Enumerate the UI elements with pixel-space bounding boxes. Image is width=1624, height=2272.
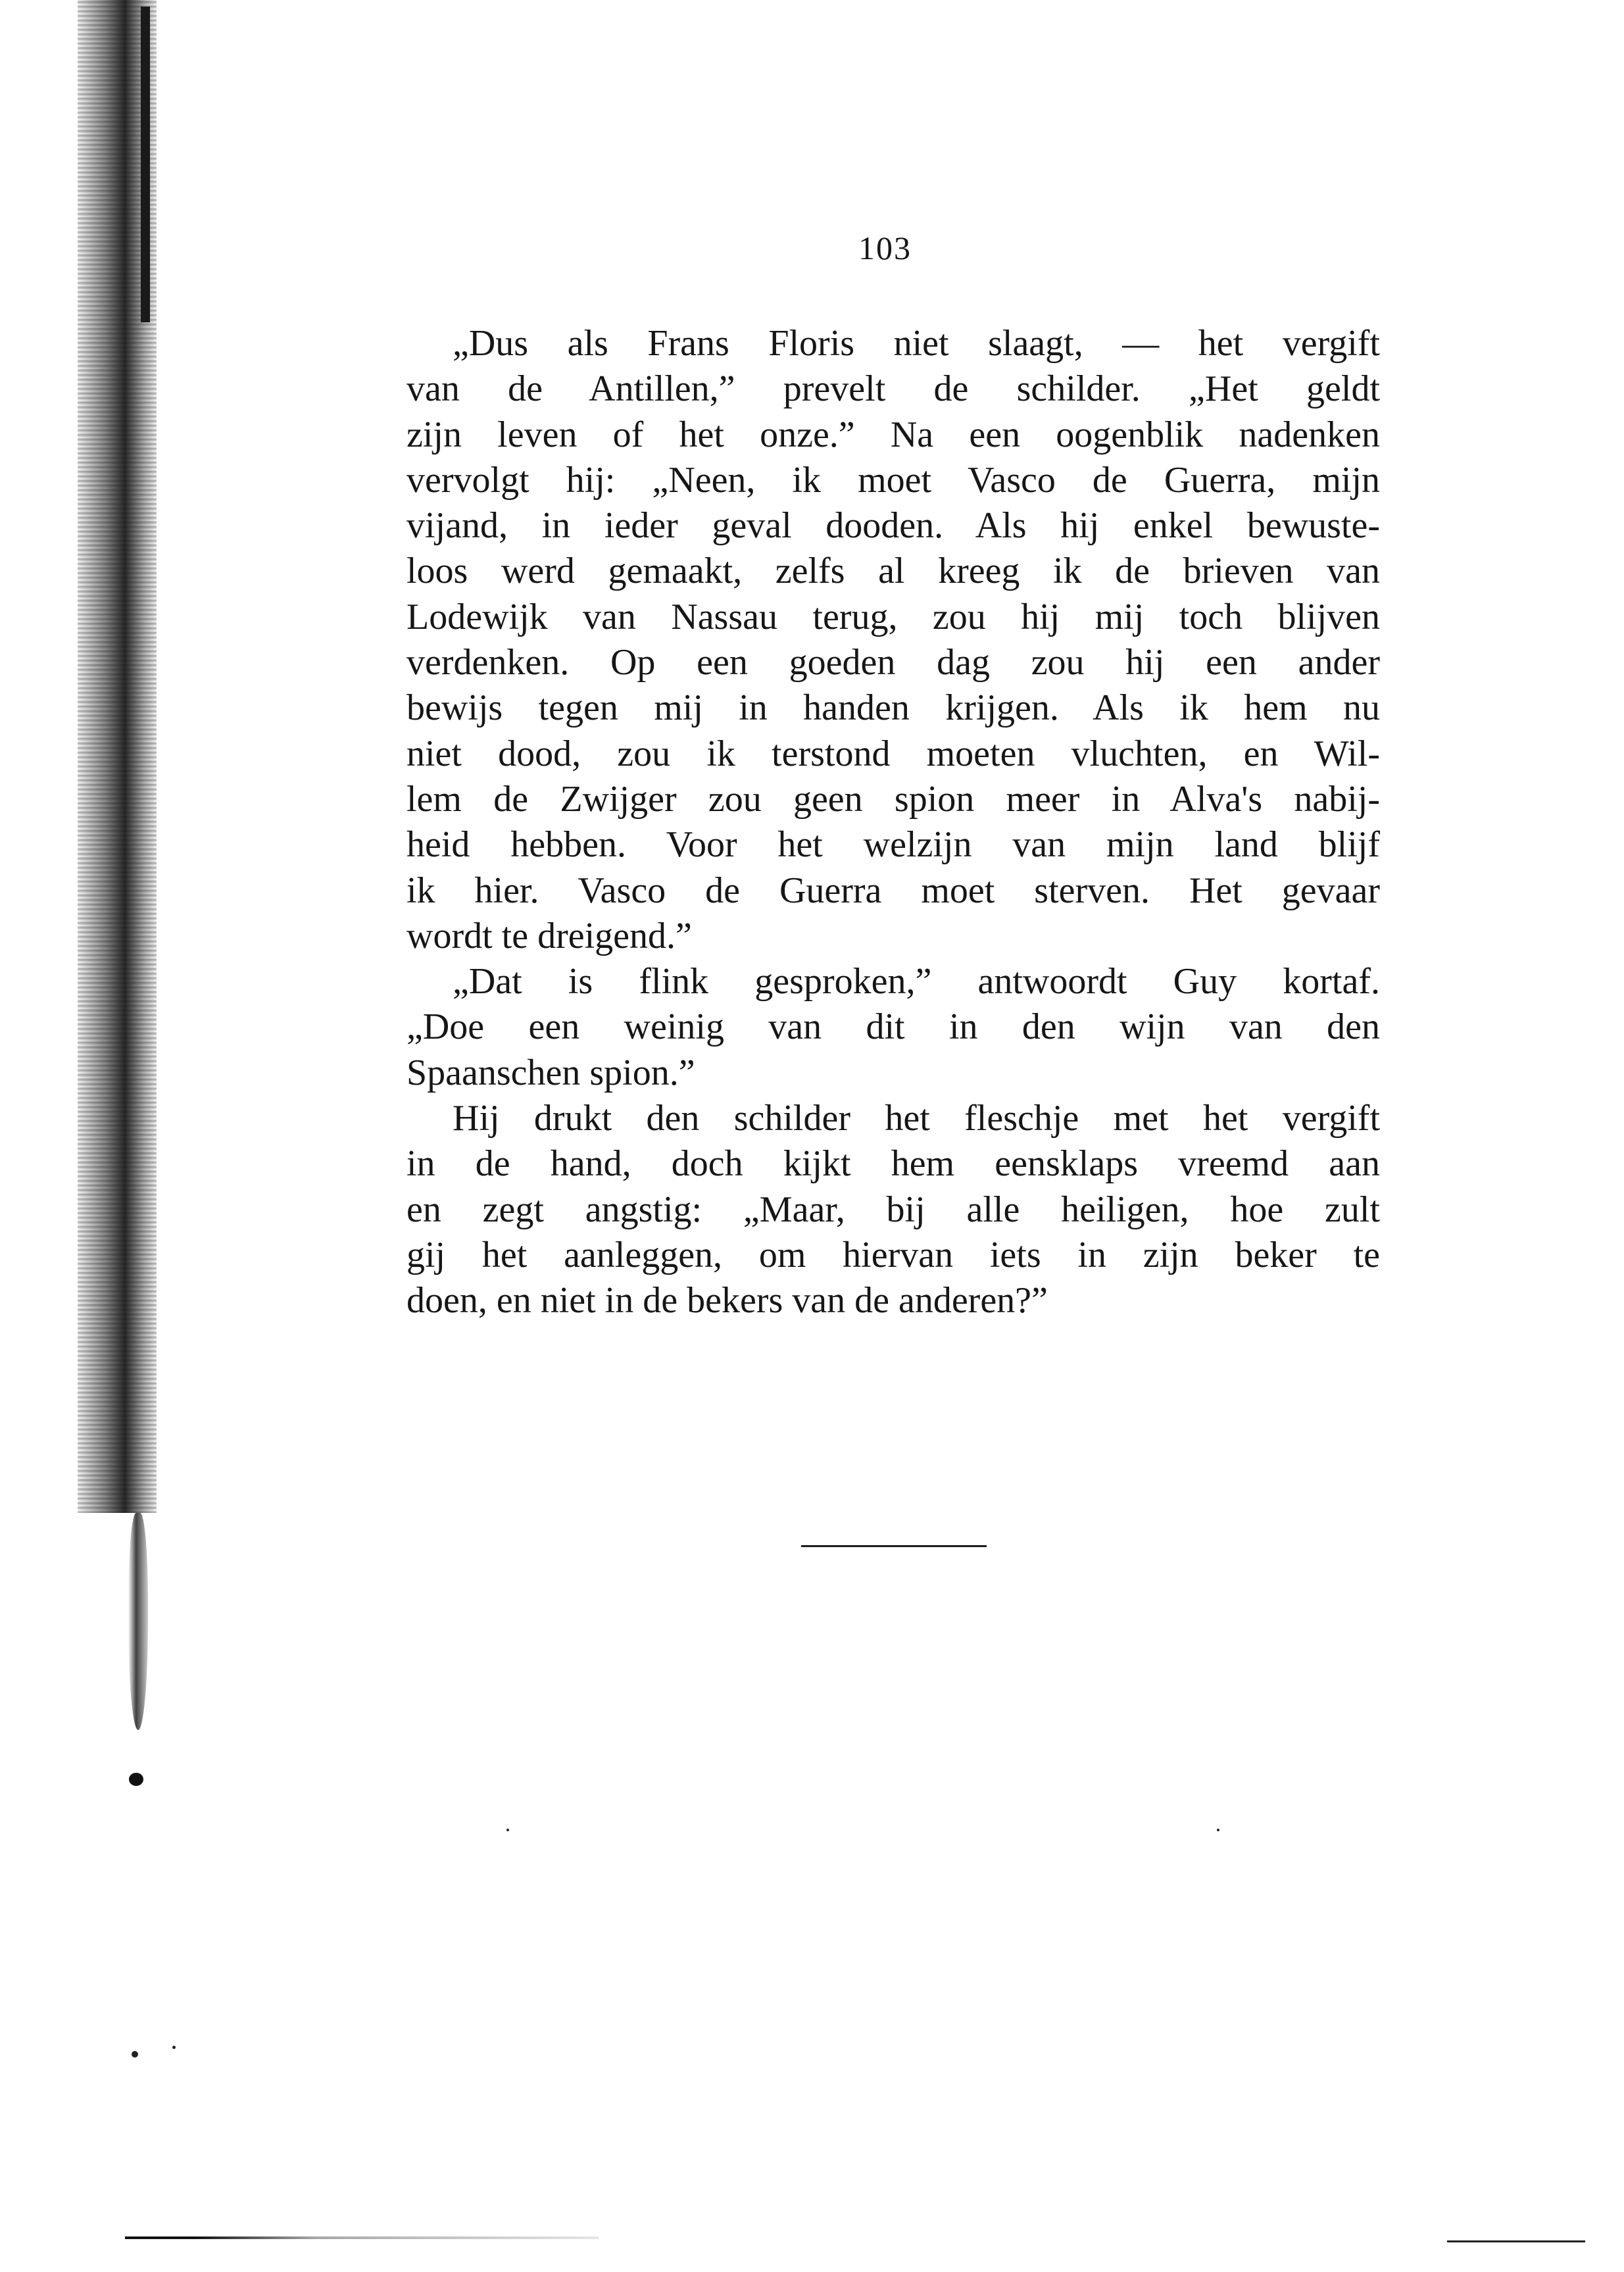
text-line: Lodewijk van Nassau terug, zou hij mij toch blijven — [406, 596, 1380, 637]
body-text — [406, 321, 1380, 1324]
paragraph — [406, 959, 1380, 1096]
binding-edge — [141, 7, 150, 322]
text-line: loos werd gemaakt, zelfs al kreeg ik de brieven van — [406, 551, 1380, 592]
bottom-edge-smudge — [125, 2236, 599, 2239]
bottom-edge-line — [1447, 2240, 1585, 2242]
paragraph — [406, 321, 1380, 959]
page-number: 103 — [858, 230, 912, 266]
text-line: in de hand, doch kijkt hem eensklaps vreemd aan — [406, 1143, 1380, 1185]
text-line: Spaanschen spion.” — [406, 1052, 695, 1093]
text-line: verdenken. Op een goeden dag zou hij een ander — [406, 642, 1380, 683]
text-line: gij het aanleggen, om hiervan iets in zijn beker te — [406, 1234, 1380, 1275]
section-end-rule — [801, 1545, 987, 1547]
text-line: heid hebben. Voor het welzijn van mijn land blijf — [406, 824, 1380, 866]
text-line: wordt te dreigend.” — [406, 915, 692, 956]
text-line: Hij drukt den schilder het fleschje met het vergift — [453, 1098, 1380, 1139]
text-line: lem de Zwijger zou geen spion meer in Alva's nabij- — [406, 778, 1380, 820]
ink-speck — [1217, 1829, 1219, 1831]
text-line: en zegt angstig: „Maar, bij alle heiligen, hoe zult — [406, 1189, 1380, 1230]
ink-blot — [129, 1773, 143, 1786]
text-line: „Dat is flink gesproken,” antwoordt Guy kortaf. — [453, 961, 1380, 1002]
ink-speck — [132, 2051, 138, 2058]
text-line: „Doe een weinig van dit in den wijn van den — [406, 1006, 1380, 1048]
text-line: doen, en niet in de bekers van de anderen?” — [406, 1280, 1048, 1321]
ink-speck — [506, 1829, 509, 1831]
paragraph — [406, 1096, 1380, 1323]
binding-tail-mark — [128, 1513, 148, 1730]
text-line: zijn leven of het onze.” Na een oogenblik nadenken — [406, 414, 1380, 455]
text-line: niet dood, zou ik terstond moeten vluchten, en Wil- — [406, 733, 1380, 774]
text-line: vervolgt hij: „Neen, ik moet Vasco de Guerra, mijn — [406, 459, 1380, 501]
ink-speck — [172, 2046, 176, 2049]
text-line: ik hier. Vasco de Guerra moet sterven. Het gevaar — [406, 870, 1380, 911]
text-line: van de Antillen,” prevelt de schilder. „Het geldt — [406, 368, 1380, 410]
text-line: „Dus als Frans Floris niet slaagt, — het vergift — [453, 323, 1380, 364]
text-line: bewijs tegen mij in handen krijgen. Als ik hem nu — [406, 687, 1380, 729]
text-line: vijand, in ieder geval dooden. Als hij enkel bewuste- — [406, 505, 1380, 547]
